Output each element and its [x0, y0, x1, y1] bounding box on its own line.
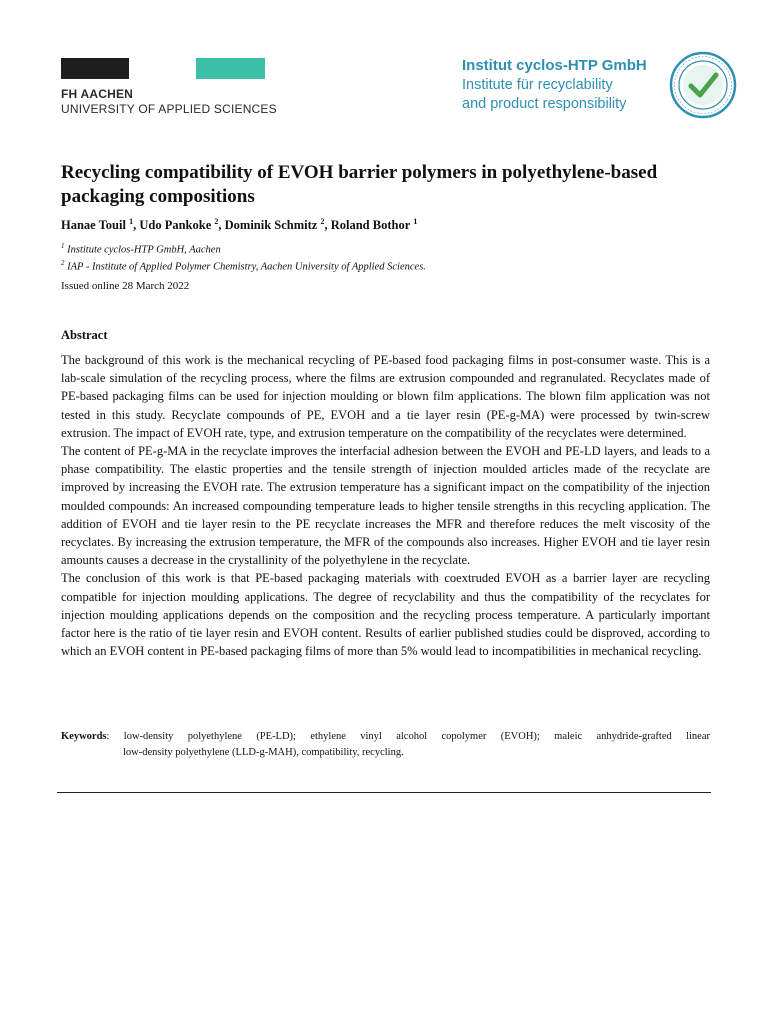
cyclos-logo-line1: Institut cyclos-HTP GmbH	[462, 57, 647, 74]
affiliation-number: 2	[61, 259, 65, 267]
keywords-block	[61, 729, 710, 760]
author-name: Udo Pankoke	[139, 218, 212, 233]
abstract-paragraph: The conclusion of this work is that PE-based packaging materials with coextruded EVOH as a barrier layer are recycling compatible for injection moulding applications. The degree of recyclability and thus the compatibility of the recyclates for injection moulding applications depends on the composition and the recycling process temperature. A particularly important factor here is the ratio of tie layer resin and EVOH content. Results of earlier published studies could be disproved, according to which an EVOH content in PE-based packaging films of more than 5% would lead to incompatibilities in mechanical recycling.	[61, 571, 710, 659]
cyclos-logo-line3: and product responsibility	[462, 96, 627, 112]
fh-logo-subtitle: UNIVERSITY OF APPLIED SCIENCES	[61, 102, 277, 116]
keywords-label: Keywords	[61, 731, 107, 742]
keywords-line	[61, 729, 710, 745]
affiliation	[61, 242, 221, 256]
author-name: Roland Bothor	[330, 218, 411, 233]
affiliation-number: 1	[61, 242, 65, 250]
author-name: Hanae Touil	[61, 218, 126, 233]
paper-title: Recycling compatibility of EVOH barrier polymers in polyethylene-based packaging compositions	[61, 162, 658, 207]
fh-logo-name: FH AACHEN	[61, 87, 134, 101]
keywords-line: low-density polyethylene (LLD-g-MAH), compatibility, recycling.	[123, 746, 404, 758]
keywords-text: : low-density polyethylene (PE-LD); ethylene vinyl alcohol copolymer (EVOH); maleic anhydride-grafted linear	[106, 731, 710, 742]
fh-logo-dark-bar	[61, 58, 129, 79]
author-affiliation-mark: 2	[320, 217, 325, 226]
abstract-paragraph: The background of this work is the mechanical recycling of PE-based food packaging films in post-consumer waste. This is a lab-scale simulation of the recycling process, where the films are extrusion compounded and regranulated. Recyclates made of PE-based packaging films can be used for injection moulding or blown film applications. The blown film application was not tested in this study. Recyclate compounds of PE, EVOH and a tie layer resin (PE-g-MA) were processed by twin-screw extrusion. The impact of EVOH rate, type, and extrusion temperature on the compatibility of the recyclates were determined.	[61, 353, 710, 440]
abstract-body	[61, 351, 710, 660]
abstract-heading: Abstract	[61, 328, 108, 342]
section-divider	[57, 792, 711, 793]
affiliation	[61, 259, 426, 273]
author-affiliation-mark: 1	[129, 217, 134, 226]
fh-logo-teal-bar	[196, 58, 265, 79]
issued-date: Issued online 28 March 2022	[61, 280, 190, 292]
author-affiliation-mark: 1	[413, 217, 418, 226]
affiliation-text: Institute cyclos-HTP GmbH, Aachen	[67, 244, 221, 256]
checkmark-seal-icon	[669, 51, 737, 119]
author-name: Dominik Schmitz	[224, 218, 318, 233]
cyclos-logo-line2: Institute für recyclability	[462, 77, 613, 93]
author-list: Hanae Touil $^1$, Udo Pankoke $^2$, Dominik Schmitz $^2$, Roland Bothor $^1$	[61, 217, 418, 233]
author-affiliation-mark: 2	[214, 217, 219, 226]
abstract-paragraph: The content of PE-g-MA in the recyclate improves the interfacial adhesion between the EVOH and PE-LD layers, and leads to a phase compatibility. The elastic properties and the tensile strength of injection moulded articles made of the recyclate are improved by increasing the EVOH rate. The extrusion temperature has a significant impact on the compatibility of the injection moulded compounds: An increased compounding temperature leads to higher tensile strengths in this recycling application. The addition of EVOH and tie layer resin to the PE recyclate increases the MFR and therefore reduces the melt viscosity of the recyclates. By increasing the extrusion temperature, the MFR of the compounds also increases. Higher EVOH and tie layer resin amounts causes a decrease in the crystallinity of the polyethylene in the recyclate.	[61, 444, 710, 568]
affiliation-text: IAP - Institute of Applied Polymer Chemistry, Aachen University of Applied Sciences.	[67, 261, 426, 273]
